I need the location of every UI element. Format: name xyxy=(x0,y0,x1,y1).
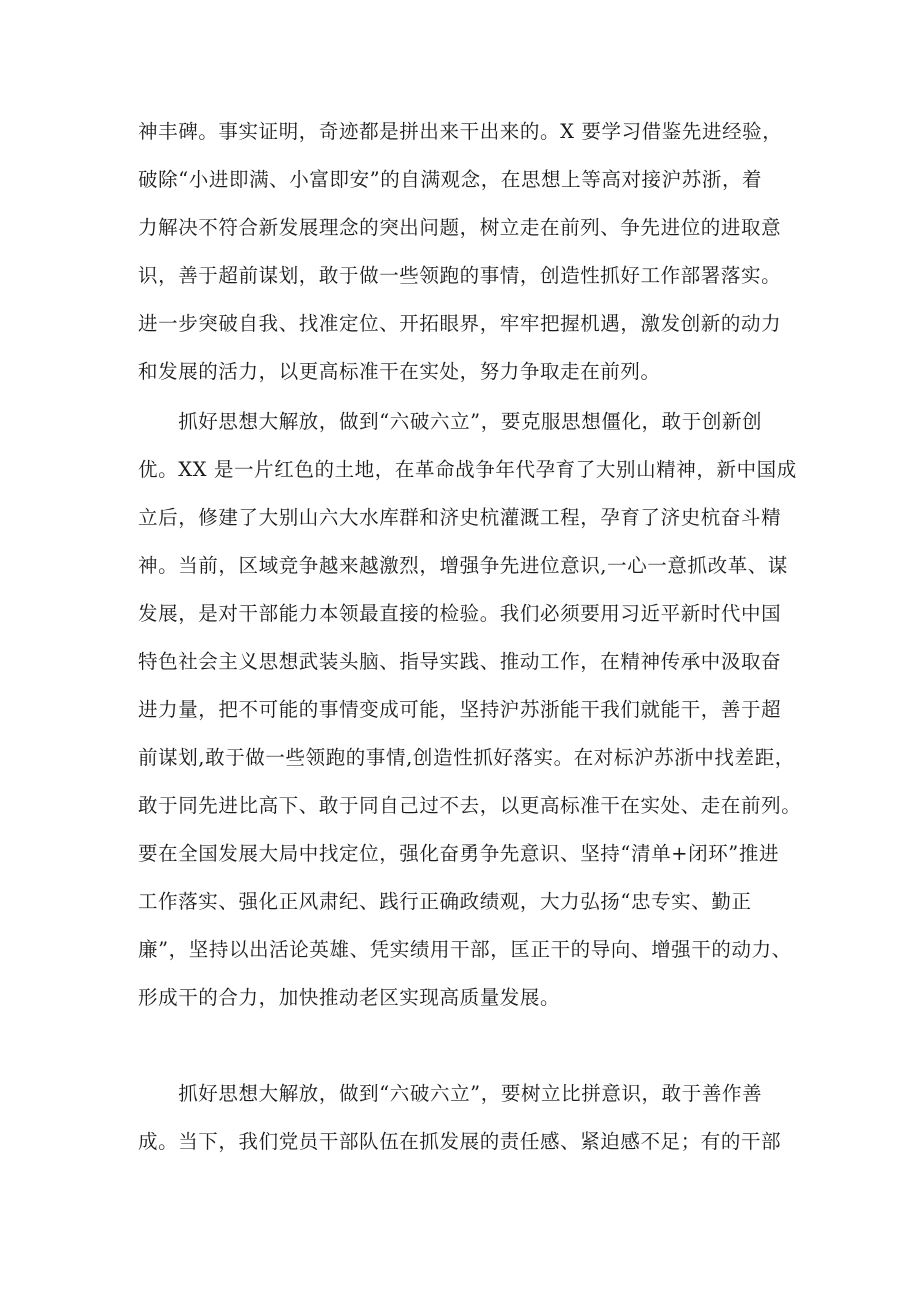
text-line: 立后，修建了大别山六大水库群和济史杭灌溉工程，孕育了济史杭奋斗精 xyxy=(138,506,782,529)
text-line: 廉”，坚持以出活论英雄、凭实绩用干部，匡正干的导向、增强干的动力、 xyxy=(138,938,792,961)
text-line: 进力量，把不可能的事情变成可能，坚持沪苏浙能干我们就能干，善于超 xyxy=(138,698,782,721)
text-line: 前谋划,敢于做一些领跑的事情,创造性抓好落实。在对标沪苏浙中找差距， xyxy=(138,746,795,769)
paragraph-1 xyxy=(138,108,788,396)
text-line: 抓好思想大解放，做到“六破六立”，要树立比拼意识，敢于善作善 xyxy=(138,1082,763,1105)
text-line: 工作落实、强化正风肃纪、践行正确政绩观，大力弘扬“忠专实、勤正 xyxy=(138,890,752,913)
text-line: 特色社会主义思想武装头脑、指导实践、推动工作，在精神传承中汲取奋 xyxy=(138,650,782,673)
text-line: 优。XX 是一片红色的土地，在革命战争年代孕育了大别山精神，新中国成 xyxy=(138,458,797,481)
text-line: 力解决不符合新发展理念的突出问题，树立走在前列、争先进位的进取意 xyxy=(138,216,782,239)
text-line: 进一步突破自我、找准定位、开拓眼界，牢牢把握机遇，激发创新的动力 xyxy=(138,312,782,335)
text-line: 神。当前，区域竞争越来越激烈，增强争先进位意识,一心一意抓改革、谋 xyxy=(138,554,788,577)
text-line: 敢于同先进比高下、敢于同自己过不去，以更高标准干在实处、走在前列。 xyxy=(138,794,802,817)
text-line: 要在全国发展大局中找定位，强化奋勇争先意识、坚持“清单+闭环”推进 xyxy=(138,842,780,865)
text-line: 识，善于超前谋划，敢于做一些领跑的事情，创造性抓好工作部署落实。 xyxy=(138,264,782,287)
paragraph-3 xyxy=(138,1070,788,1166)
text-line: 成。当下，我们党员干部队伍在抓发展的责任感、紧迫感不足；有的干部 xyxy=(138,1130,782,1153)
text-line: 形成干的合力，加快推动老区实现高质量发展。 xyxy=(138,986,561,1009)
text-line: 发展，是对干部能力本领最直接的检验。我们必须要用习近平新时代中国 xyxy=(138,602,782,625)
text-line: 和发展的活力，以更高标准干在实处，努力争取走在前列。 xyxy=(138,360,661,383)
text-line: 抓好思想大解放，做到“六破六立”，要克服思想僵化，敢于创新创 xyxy=(138,410,763,433)
text-line: 神丰碑。事实证明，奇迹都是拼出来干出来的。X 要学习借鉴先进经验， xyxy=(138,120,783,143)
paragraph-2 xyxy=(138,398,802,1022)
text-line: 破除“小进即满、小富即安”的自满观念，在思想上等高对接沪苏浙，着 xyxy=(138,168,763,191)
